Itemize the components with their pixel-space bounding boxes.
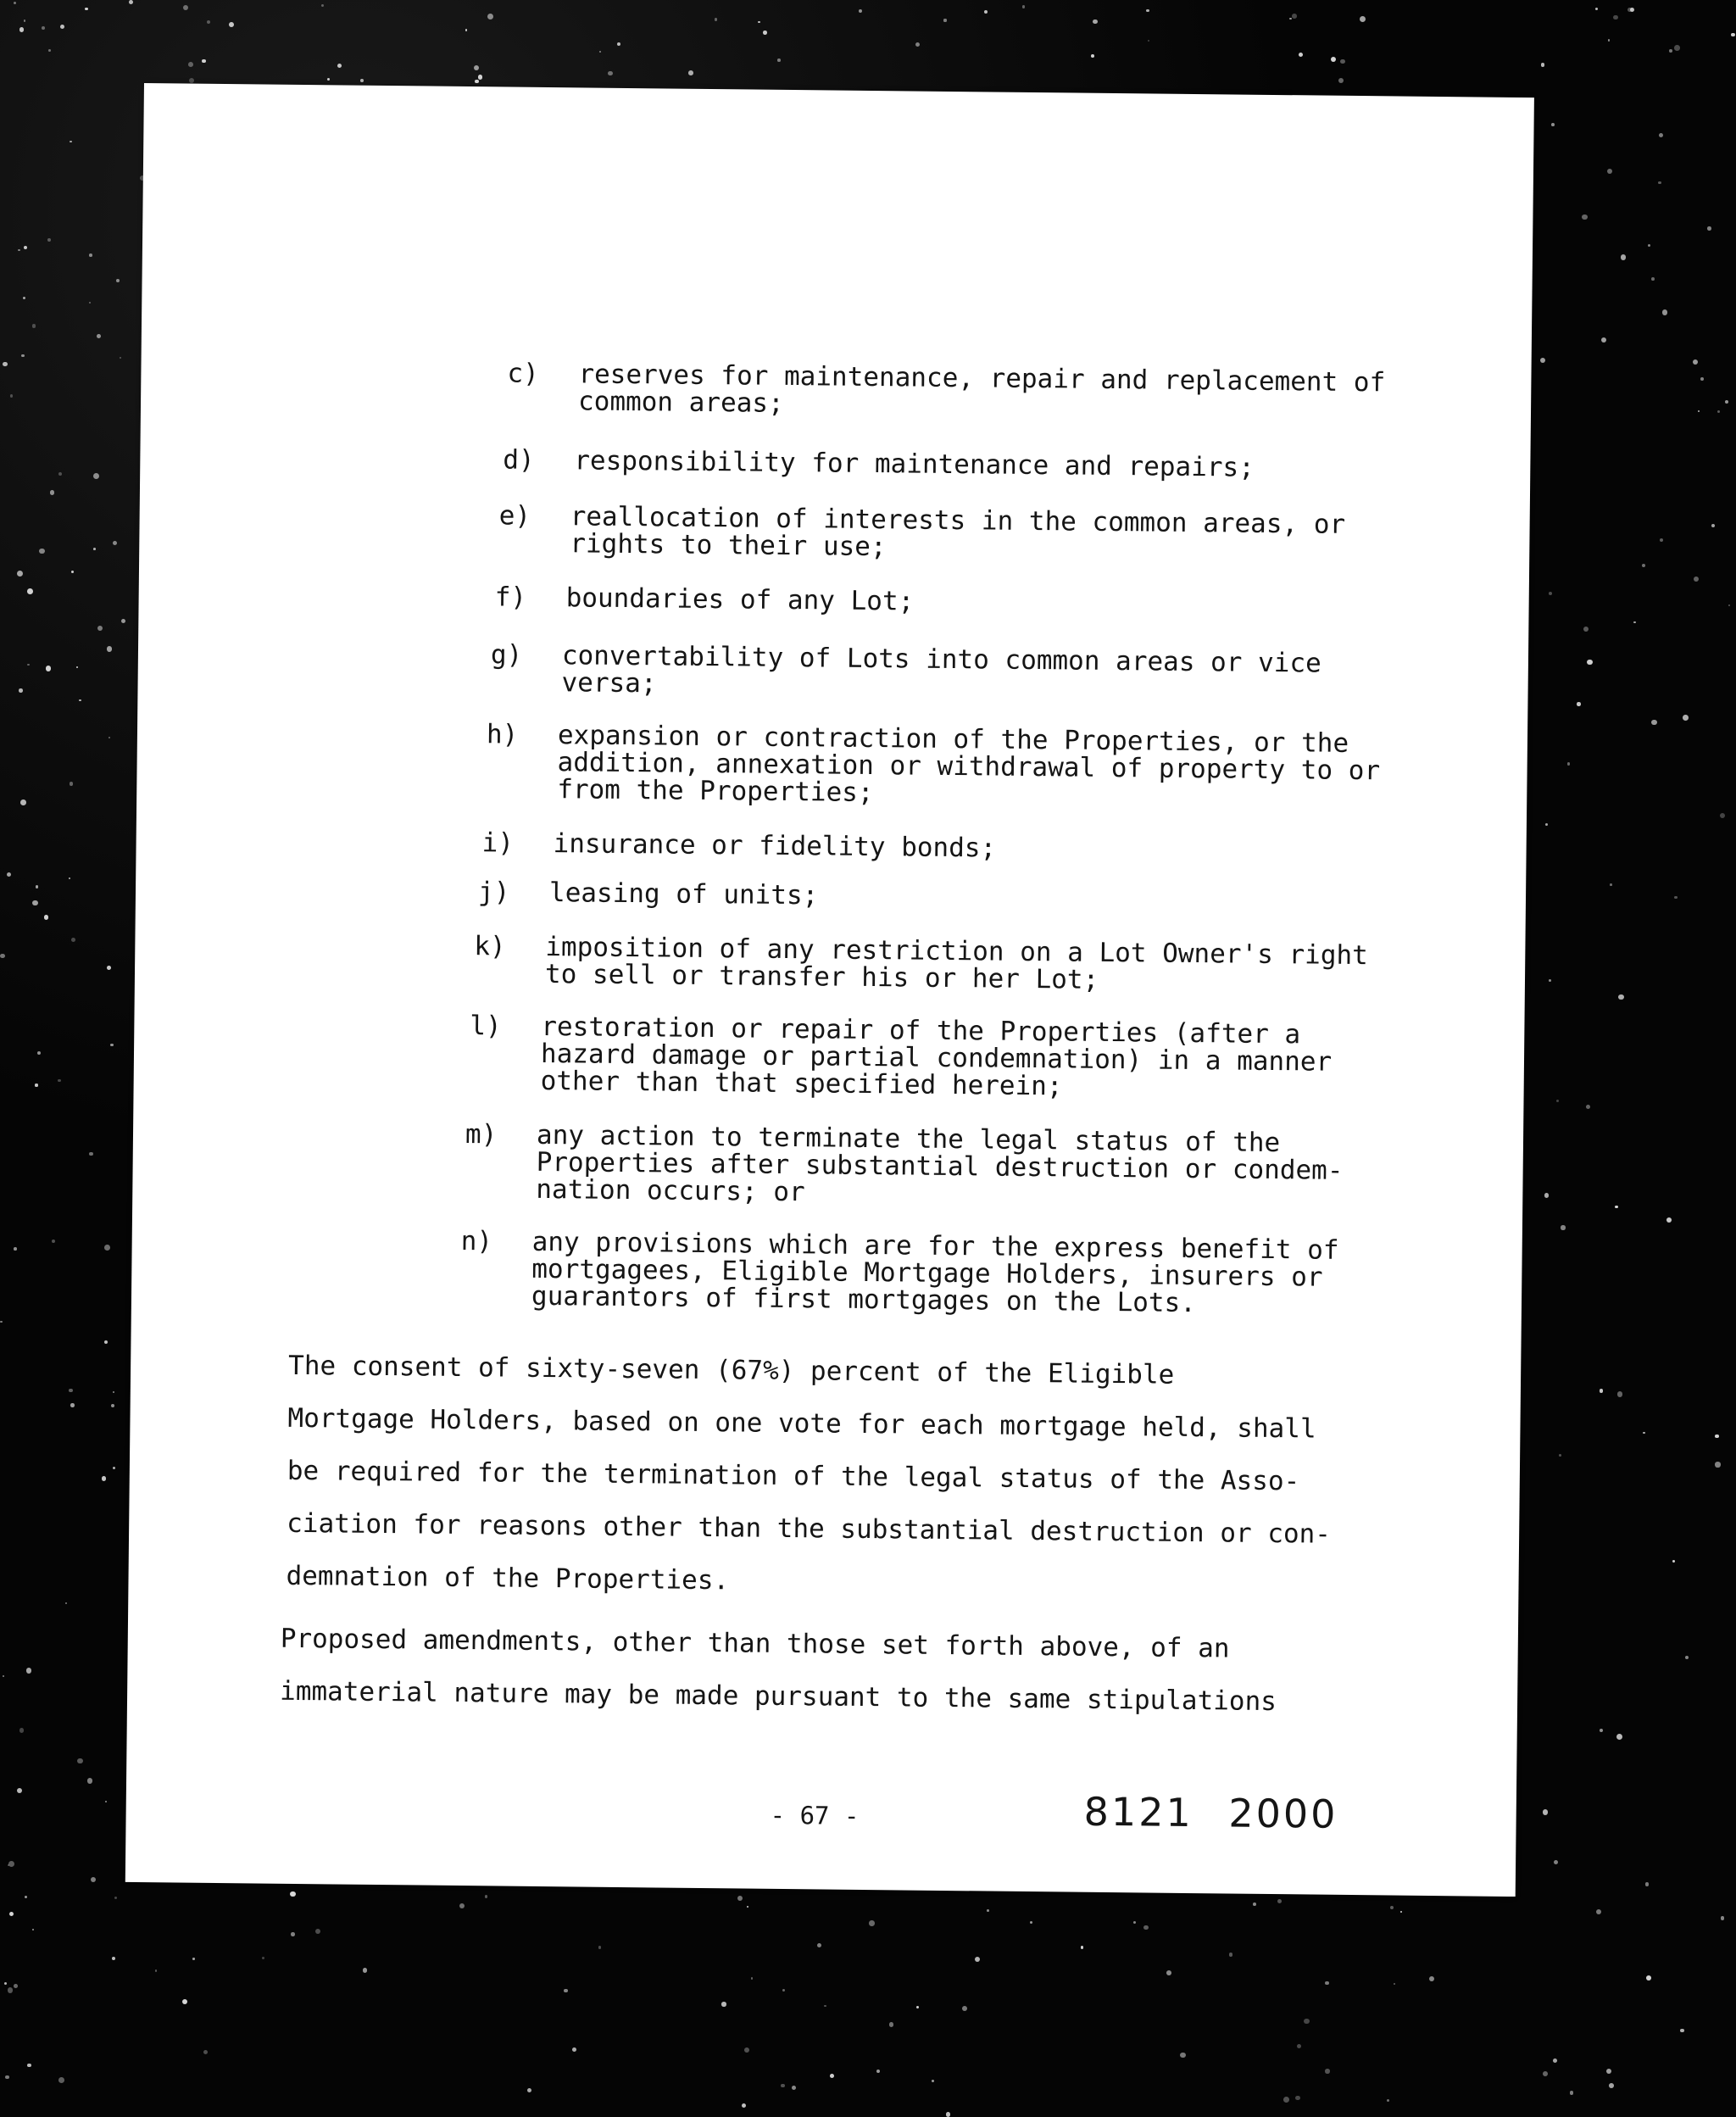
scan-speck <box>17 1788 22 1793</box>
list-text: imposition of any restriction on a Lot Owner's right to sell or transfer his or her Lot; <box>544 932 1369 995</box>
scan-speck <box>617 42 621 47</box>
scan-speck <box>1390 1906 1394 1909</box>
scan-speck <box>26 1668 32 1674</box>
scan-speck <box>1672 1560 1675 1563</box>
scan-speck <box>817 1943 821 1947</box>
scan-speck <box>1669 49 1672 53</box>
scan-speck <box>782 1989 785 1992</box>
scan-speck <box>32 1929 34 1930</box>
list-marker: e) <box>498 500 531 532</box>
list-marker: h) <box>486 719 519 750</box>
list-text: any provisions which are for the express benefit of mortgagees, Eligible Mortgage Holders, insurers or guarantors of first mortgages on the Lots. <box>531 1226 1339 1319</box>
scan-speck <box>1731 33 1734 36</box>
list-marker: g) <box>490 639 523 671</box>
scan-speck <box>1295 2096 1299 2100</box>
list-marker: i) <box>481 827 515 859</box>
list-text: convertability of Lots into common areas or vice versa; <box>561 640 1321 699</box>
scan-speck <box>65 1602 67 1604</box>
scan-speck <box>121 619 126 624</box>
scan-speck <box>1360 16 1366 22</box>
scan-speck <box>44 915 48 919</box>
document-code: 8121 2000 <box>1083 1788 1338 1837</box>
list-text: reallocation of interests in the common areas, or rights to their use; <box>570 501 1346 563</box>
scan-speck <box>113 541 117 545</box>
scan-speck <box>1561 1225 1565 1229</box>
scan-speck <box>527 2088 531 2092</box>
scan-speck <box>111 1404 114 1407</box>
scan-speck <box>97 626 103 631</box>
scan-speck <box>1304 2019 1310 2025</box>
list-text: leasing of units; <box>548 877 819 911</box>
scan-speck <box>91 1877 97 1883</box>
scan-speck <box>474 65 479 70</box>
scan-speck <box>24 246 27 249</box>
scan-speck <box>876 2070 880 2073</box>
scan-speck <box>1554 1860 1558 1864</box>
scan-speck <box>32 324 36 328</box>
paragraph-amendments: Proposed amendments, other than those set forth above, of an immaterial nature may be made pursuant to the same stipulations <box>279 1623 1277 1718</box>
scan-speck <box>1559 1454 1561 1457</box>
scan-speck <box>14 1984 18 1988</box>
scan-speck <box>1289 18 1292 20</box>
scan-speck <box>1540 358 1545 363</box>
scan-speck <box>20 799 26 805</box>
scan-speck <box>1166 1970 1171 1975</box>
scan-speck <box>777 58 781 62</box>
scan-speck <box>721 2002 726 2007</box>
scan-speck <box>203 2050 208 2054</box>
scan-speck <box>1643 1432 1644 1434</box>
scan-speck <box>1600 1389 1604 1393</box>
scan-speck <box>1651 720 1656 725</box>
list-marker: k) <box>474 931 506 962</box>
scan-speck <box>70 141 72 143</box>
scan-speck <box>36 885 38 888</box>
scan-speck <box>337 64 342 69</box>
scan-speck <box>87 1778 93 1784</box>
scan-speck <box>58 472 62 476</box>
scan-speck <box>943 19 946 21</box>
scan-speck <box>79 699 81 702</box>
scan-speck <box>1609 2083 1614 2088</box>
scan-speck <box>58 1079 61 1083</box>
scan-speck <box>1645 1882 1649 1886</box>
scan-speck <box>14 2 16 4</box>
scan-speck <box>7 872 11 877</box>
scan-speck <box>113 1467 115 1469</box>
list-text: reserves for maintenance, repair and replacement of common areas; <box>577 359 1386 419</box>
list-text: expansion or contraction of the Properties, or the addition, annexation or withdrawal of property to or from the Properties; <box>557 720 1381 809</box>
scan-speck <box>1596 1909 1601 1914</box>
scan-speck <box>1707 226 1711 230</box>
scan-speck <box>485 1895 488 1898</box>
scan-speck <box>76 666 78 668</box>
scan-speck <box>1551 123 1555 126</box>
scan-speck <box>89 302 91 304</box>
scan-speck <box>1030 1921 1032 1924</box>
scan-speck <box>17 571 23 577</box>
scan-speck <box>1143 1925 1148 1930</box>
scan-speck <box>327 78 330 81</box>
scan-speck <box>1648 244 1650 247</box>
scan-speck <box>1338 78 1344 83</box>
scan-speck <box>1674 896 1678 900</box>
scan-speck <box>1715 1435 1718 1438</box>
scan-speck <box>10 394 14 398</box>
scan-speck <box>1613 15 1618 20</box>
scan-speck <box>85 8 87 10</box>
scan-speck <box>93 548 96 550</box>
scan-speck <box>155 1969 157 1971</box>
scan-speck <box>182 1999 187 2004</box>
scan-speck <box>1586 1105 1590 1109</box>
scan-speck <box>1616 1734 1622 1740</box>
scan-speck <box>27 664 29 666</box>
scan-speck <box>1229 1953 1233 1957</box>
scan-speck <box>1630 8 1634 12</box>
scan-speck <box>742 2103 746 2108</box>
scan-speck <box>315 1929 320 1934</box>
scan-speck <box>1577 702 1581 706</box>
scan-speck <box>19 27 25 32</box>
scan-speck <box>889 2022 894 2027</box>
scan-speck <box>1429 1976 1434 1981</box>
scan-speck <box>1610 883 1612 886</box>
list-marker: f) <box>494 582 527 613</box>
scan-speck <box>1081 1946 1083 1948</box>
scan-speck <box>19 688 23 693</box>
scan-speck <box>1700 377 1704 381</box>
scan-speck <box>715 18 718 21</box>
list-marker: j) <box>477 877 510 908</box>
scan-speck <box>27 588 33 594</box>
scan-speck <box>1633 621 1635 623</box>
scan-speck <box>1543 1809 1549 1815</box>
scan-speck <box>915 42 920 47</box>
scan-speck <box>188 62 193 67</box>
scan-speck <box>69 877 70 879</box>
list-marker: c) <box>507 358 539 389</box>
scan-speck <box>89 253 92 257</box>
scan-speck <box>37 1051 42 1056</box>
scan-speck <box>1297 2044 1301 2048</box>
scan-speck <box>70 782 74 786</box>
list-text: boundaries of any Lot; <box>565 582 915 617</box>
scan-speck <box>1340 59 1344 64</box>
scan-speck <box>97 334 101 338</box>
list-marker: n) <box>460 1225 493 1257</box>
scan-speck <box>39 549 45 554</box>
scan-speck <box>8 1861 14 1867</box>
list-marker: d) <box>503 444 535 476</box>
scan-speck <box>1541 63 1544 66</box>
scan-speck <box>77 1758 82 1763</box>
scan-speck <box>916 2006 919 2008</box>
scan-speck <box>24 19 26 22</box>
scan-speck <box>1299 53 1303 57</box>
scan-speck <box>89 1152 92 1156</box>
scan-speck <box>1091 54 1094 58</box>
scan-speck <box>1651 277 1655 281</box>
scan-speck <box>8 1987 14 1993</box>
scan-speck <box>1595 8 1598 10</box>
scan-speck <box>360 79 364 82</box>
scan-speck <box>598 1946 601 1948</box>
scan-speck <box>108 737 110 738</box>
scan-speck <box>114 1897 117 1899</box>
scan-speck <box>781 2084 784 2087</box>
scan-speck <box>1583 627 1589 632</box>
scan-speck <box>1601 337 1607 343</box>
scan-speck <box>1022 5 1025 8</box>
scan-speck <box>192 1958 194 1959</box>
scan-speck <box>1660 538 1663 542</box>
scan-speck <box>763 31 767 35</box>
scan-speck <box>1148 40 1149 42</box>
scan-speck <box>3 1675 4 1677</box>
scan-speck <box>1646 1975 1651 1981</box>
scan-speck <box>869 1920 874 1925</box>
scan-speck <box>1621 254 1626 259</box>
scan-speck <box>1549 592 1552 595</box>
scan-speck <box>1658 181 1661 185</box>
scan-speck <box>19 1728 24 1732</box>
scan-speck <box>104 1245 110 1251</box>
scan-speck <box>1567 762 1570 765</box>
scan-speck <box>1544 1193 1550 1198</box>
scan-speck <box>1400 1911 1402 1913</box>
scan-speck <box>120 357 121 359</box>
scan-speck <box>1685 1656 1689 1660</box>
scan-speck <box>751 1977 753 1979</box>
scan-speck <box>110 1044 113 1046</box>
scan-speck <box>1133 1921 1136 1924</box>
scan-speck <box>1728 604 1731 607</box>
scan-speck <box>290 1891 295 1897</box>
scan-speck <box>1146 9 1149 13</box>
scan-speck <box>71 571 74 573</box>
scan-speck <box>1549 979 1551 982</box>
scan-speck <box>1607 169 1613 175</box>
scan-speck <box>116 279 120 282</box>
list-text: any action to terminate the legal status of the Properties after substantial destruction or condem- nation occurs; or <box>536 1119 1344 1208</box>
scan-speck <box>475 80 478 83</box>
scan-speck <box>1662 309 1668 315</box>
scan-speck <box>229 22 234 27</box>
scan-speck <box>1617 1391 1622 1396</box>
scan-speck <box>107 646 113 652</box>
scan-speck <box>1721 1916 1724 1919</box>
scan-speck <box>52 1240 55 1243</box>
scan-speck <box>1180 2053 1186 2059</box>
scan-speck <box>14 1247 17 1251</box>
scan-speck <box>1582 214 1587 220</box>
scan-speck <box>932 2080 934 2082</box>
list-marker: m) <box>465 1119 498 1150</box>
scan-speck <box>58 2077 64 2083</box>
scan-speck <box>183 5 188 10</box>
scan-speck <box>1680 2029 1683 2032</box>
scan-speck <box>25 1896 27 1898</box>
scan-speck <box>1615 1206 1618 1209</box>
page-number: - 67 - <box>770 1800 860 1830</box>
scan-speck <box>1711 524 1715 527</box>
scan-speck <box>4 1982 7 1985</box>
scan-speck <box>113 1391 114 1393</box>
scan-speck <box>1674 45 1679 50</box>
scan-speck <box>46 666 51 671</box>
document-page <box>125 83 1534 1897</box>
scan-speck <box>1331 57 1336 62</box>
scan-speck <box>21 354 24 357</box>
scan-speck <box>105 1801 107 1802</box>
scan-speck <box>202 59 205 63</box>
scan-speck <box>207 20 210 24</box>
scan-speck <box>321 4 324 7</box>
scan-speck <box>792 2086 796 2090</box>
scan-speck <box>824 2005 826 2007</box>
scan-speck <box>18 249 20 252</box>
scan-speck <box>599 51 601 53</box>
scan-speck <box>70 1403 75 1407</box>
paragraph-consent: The consent of sixty-seven (67%) percent of the Eligible Mortgage Holders, based on one vote for each mortgage held, shall be required for the termination of the legal status of the Asso- ciation for reasons other than the substantial destruction or con- demnation of the Properties. <box>286 1350 1332 1596</box>
list-text: insurance or fidelity bonds; <box>553 828 997 864</box>
scan-speck <box>27 2064 31 2067</box>
list-text: restoration or repair of the Properties (after a hazard damage or partial condemnation) in a manner other than that specified herein; <box>540 1011 1333 1102</box>
scan-speck <box>291 1932 295 1936</box>
scan-speck <box>1717 410 1720 413</box>
scan-speck <box>23 297 25 299</box>
scan-speck <box>564 1989 567 1992</box>
scan-speck <box>107 966 111 970</box>
scan-speck <box>93 473 99 479</box>
scan-speck <box>112 1957 115 1960</box>
scan-speck <box>262 1957 264 1959</box>
scan-speck <box>50 490 55 495</box>
scan-speck <box>42 26 45 30</box>
scan-speck <box>987 1909 989 1912</box>
scan-speck <box>1283 2097 1289 2103</box>
scan-speck <box>830 2074 834 2078</box>
scan-speck <box>1606 2069 1611 2074</box>
scan-speck <box>758 21 760 23</box>
scan-speck <box>104 1340 108 1344</box>
scan-speck <box>71 938 75 942</box>
scan-speck <box>1587 660 1593 666</box>
scan-speck <box>1715 1462 1720 1467</box>
scan-speck <box>1556 1100 1559 1102</box>
scan-speck <box>129 0 133 4</box>
scan-speck <box>1659 133 1663 137</box>
scan-speck <box>737 1896 743 1901</box>
scan-speck <box>465 29 467 31</box>
scan-speck <box>1600 1729 1603 1732</box>
scan-speck <box>1325 2069 1329 2073</box>
scan-speck <box>962 2006 967 2011</box>
list-marker: l) <box>470 1011 502 1042</box>
scan-speck <box>32 900 37 905</box>
scan-speck <box>1694 577 1700 582</box>
scan-speck <box>459 1903 465 1908</box>
scan-speck <box>747 1906 749 1908</box>
scan-speck <box>1253 1903 1256 1906</box>
scan-speck <box>984 10 988 14</box>
list-text: responsibility for maintenance and repairs; <box>574 445 1255 483</box>
scan-speck <box>1683 715 1689 721</box>
scan-speck <box>60 25 64 29</box>
scan-speck <box>1666 1217 1672 1223</box>
scan-speck <box>69 1389 73 1393</box>
scan-speck <box>608 71 613 76</box>
scan-speck <box>1325 1981 1329 1986</box>
scan-speck <box>975 1957 980 1962</box>
scan-speck <box>1543 2071 1548 2076</box>
scan-speck <box>1570 2091 1573 2094</box>
scan-speck <box>478 75 482 79</box>
scan-speck <box>487 14 493 19</box>
scan-speck <box>1387 2099 1389 2102</box>
scan-speck <box>1277 1899 1282 1903</box>
scan-speck <box>1693 359 1698 365</box>
scan-speck <box>9 1912 14 1916</box>
scan-speck <box>744 2047 749 2053</box>
scan-speck <box>102 1476 106 1480</box>
scan-speck <box>0 1321 2 1323</box>
scan-speck <box>1642 564 1645 567</box>
scan-speck <box>688 70 693 75</box>
scan-speck <box>1725 400 1728 404</box>
scan-speck <box>47 238 51 242</box>
scan-speck <box>35 1084 37 1086</box>
scan-speck <box>1720 813 1726 819</box>
scan-speck <box>1698 410 1700 412</box>
scan-speck <box>363 1968 368 1973</box>
scan-speck <box>1553 2059 1557 2063</box>
scan-speck <box>1292 14 1297 19</box>
scan-speck <box>5 2075 9 2080</box>
scan-speck <box>1545 823 1548 826</box>
scan-speck <box>1608 39 1611 42</box>
scan-speck <box>1093 19 1098 25</box>
scan-speck <box>3 362 8 367</box>
scan-speck <box>572 2047 576 2052</box>
scan-speck <box>48 49 51 52</box>
scan-speck <box>0 954 5 959</box>
scan-speck <box>1394 1983 1395 1985</box>
scan-speck <box>1618 994 1624 1000</box>
scan-speck <box>189 78 194 83</box>
scan-speck <box>859 9 862 13</box>
